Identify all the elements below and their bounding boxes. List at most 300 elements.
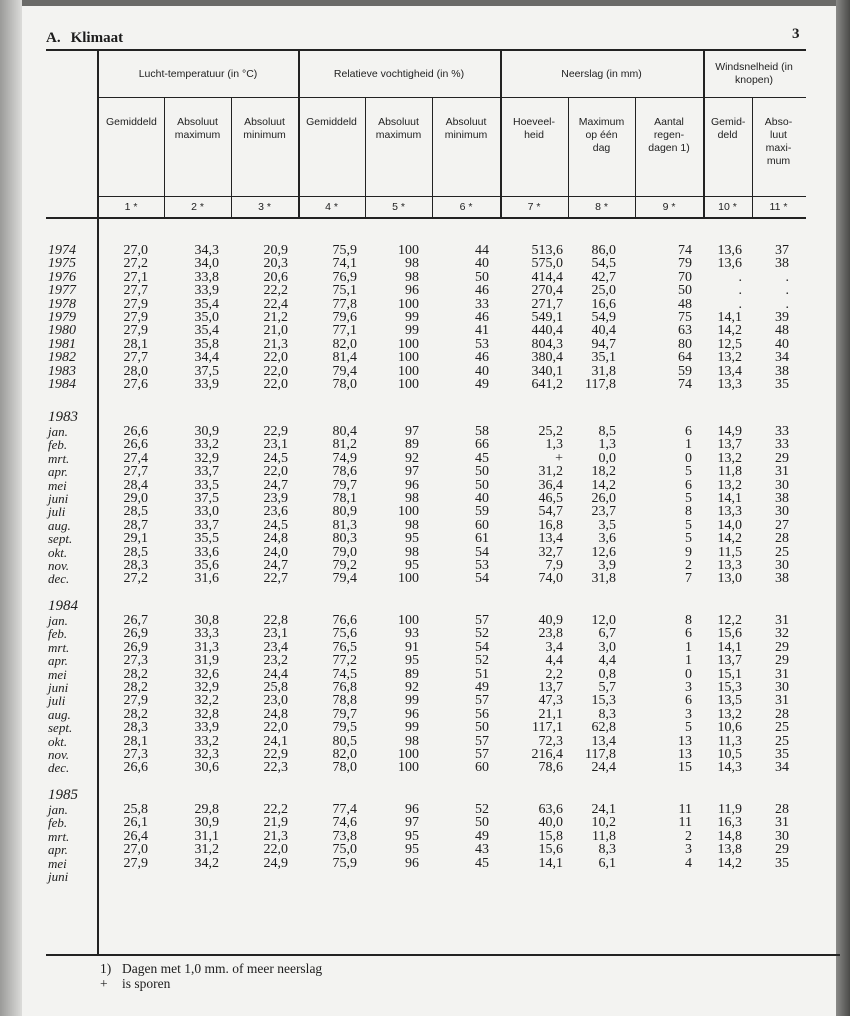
table-section (46, 410, 806, 586)
table-cell: 24,7 (263, 557, 288, 573)
table-cell: 100 (398, 613, 419, 628)
table-cell: 15,3 (717, 679, 742, 695)
table-cell: 6 (685, 424, 692, 439)
table-cell: 549,1 (531, 309, 563, 325)
table-cell: 16,8 (538, 517, 563, 533)
column-number: 3 * (258, 201, 271, 213)
table-cell: 33,8 (194, 269, 219, 285)
table-cell: 62,8 (591, 720, 616, 736)
table-row (46, 284, 806, 297)
table-cell: 27,2 (123, 256, 148, 272)
table-cell: 97 (405, 464, 419, 480)
row-label: juli (48, 693, 66, 709)
table-cell: 11,5 (718, 544, 742, 560)
table-cell: 12,2 (717, 613, 742, 628)
table-row (46, 365, 806, 378)
table-cell: 16,6 (591, 296, 616, 312)
row-label: apr. (48, 842, 68, 858)
table-row (46, 735, 806, 748)
table-cell: 26,9 (123, 626, 148, 642)
table-cell: 54,5 (591, 256, 616, 272)
table-cell: 97 (405, 424, 419, 439)
table-cell: 9 (685, 544, 692, 560)
table-cell: 74,6 (332, 815, 357, 831)
table-cell: 28,3 (123, 720, 148, 736)
table-cell: 271,7 (531, 296, 563, 312)
table-row (46, 654, 806, 667)
table-section (46, 599, 806, 775)
table-cell: 29,1 (123, 531, 148, 547)
table-cell: 73,8 (332, 828, 357, 844)
row-label: apr. (48, 653, 68, 669)
table-cell: 33,7 (194, 464, 219, 480)
table-cell: 3 (685, 842, 692, 858)
column-header: Absoluut maximum (375, 116, 422, 141)
table-cell: 30 (775, 477, 789, 493)
column-number: 6 * (459, 201, 473, 213)
row-label: 1975 (48, 256, 76, 272)
table-cell: 10,6 (717, 720, 742, 736)
table-cell: . (738, 296, 742, 312)
table-cell: 3,5 (598, 517, 616, 533)
table-cell: 100 (398, 296, 419, 312)
table-row (46, 572, 806, 585)
table-cell: 54,9 (591, 309, 616, 325)
table-cell: 96 (405, 802, 419, 817)
table-cell: . (785, 296, 789, 312)
table-cell: 33,3 (194, 626, 219, 642)
table-cell: 98 (405, 269, 419, 285)
table-cell: 75,0 (332, 842, 357, 858)
table-cell: 20,9 (263, 243, 288, 258)
table-cell: 14,1 (717, 490, 742, 506)
table-cell: 24,5 (263, 450, 288, 466)
footnote-mark: 1) (100, 961, 112, 976)
table-cell: 11,8 (592, 828, 616, 844)
table-cell: 76,9 (332, 269, 357, 285)
section-year-label: 1984 (48, 598, 78, 614)
table-cell: 82,0 (332, 336, 357, 352)
table-cell: 10,5 (717, 746, 742, 762)
table-cell: 81,4 (332, 350, 357, 366)
table-cell: 20,3 (263, 256, 288, 272)
table-cell: . (738, 269, 742, 285)
table-cell: 21,9 (263, 815, 288, 831)
table-cell: 15,3 (591, 693, 616, 709)
table-cell: 50 (475, 815, 489, 831)
table-cell: 28,2 (123, 706, 148, 722)
table-cell: 98 (405, 517, 419, 533)
table-cell: 28,1 (123, 336, 148, 352)
table-cell: 27,9 (123, 296, 148, 312)
table-cell: 70 (678, 269, 692, 285)
table-row (46, 244, 806, 257)
table-cell: 28,1 (123, 733, 148, 749)
column-number: 10 * (718, 201, 737, 213)
table-cell: 15,6 (717, 626, 742, 642)
row-label: feb. (48, 626, 68, 642)
column-number: 8 * (595, 201, 608, 213)
column-number: 9 * (662, 201, 676, 213)
table-row (46, 668, 806, 681)
table-cell: 30 (775, 828, 789, 844)
row-label: nov. (48, 557, 70, 573)
table-cell: 12,6 (591, 544, 616, 560)
row-label: 1980 (48, 323, 76, 339)
column-header: Abso-luut maxi-mum (764, 116, 793, 167)
table-row (46, 708, 806, 721)
section-year-label: 1985 (48, 787, 78, 803)
table-cell: 117,8 (585, 376, 616, 392)
table-cell: 76,6 (332, 613, 357, 628)
table-cell: 22,0 (263, 842, 288, 858)
table-cell: 13,2 (717, 350, 742, 366)
table-cell: 14,8 (717, 828, 742, 844)
table-cell: 33 (775, 424, 789, 439)
row-label: mei (48, 666, 67, 682)
table-cell: 22,3 (263, 760, 288, 776)
table-cell: 27,9 (123, 323, 148, 339)
table-cell: 34,4 (194, 350, 219, 366)
row-label: okt. (48, 544, 68, 560)
table-row (46, 641, 806, 654)
row-label: 1984 (48, 376, 76, 392)
column-header: Maximum op één dag (578, 116, 625, 154)
table-cell: 92 (405, 679, 419, 695)
table-cell: 26,4 (123, 828, 148, 844)
table-cell: 6,1 (598, 855, 616, 871)
table-cell: 117,1 (532, 720, 563, 736)
table-cell: 66 (475, 437, 489, 453)
table-cell: 81,2 (332, 437, 357, 453)
table-cell: 3,9 (598, 557, 616, 573)
table-cell: 35,4 (194, 323, 219, 339)
table-cell: 22,7 (263, 571, 288, 587)
table-cell: 35 (775, 376, 789, 392)
table-cell: 1,3 (545, 437, 563, 453)
table-cell: 89 (405, 437, 419, 453)
table-row (46, 748, 806, 761)
table-cell: 1,3 (598, 437, 616, 453)
table-cell: 79,6 (332, 309, 357, 325)
table-cell: 24,8 (263, 706, 288, 722)
row-label: aug. (48, 706, 71, 722)
table-cell: 15 (678, 760, 692, 776)
table-cell: 56 (475, 706, 489, 722)
table-cell: 54,7 (538, 504, 563, 520)
row-label: juni (48, 679, 69, 695)
table-cell: 30,9 (194, 815, 219, 831)
table-cell: 31,8 (591, 363, 616, 379)
table-cell: 33 (475, 296, 489, 312)
column-number: 7 * (527, 201, 541, 213)
table-cell: 6 (685, 626, 692, 642)
table-cell: 22,0 (263, 350, 288, 366)
table-cell: 46 (475, 350, 489, 366)
table-cell: 74 (678, 243, 692, 258)
table-section (46, 788, 806, 883)
table-cell: 13,3 (717, 504, 742, 520)
table-row (46, 546, 806, 559)
scan-edge-right (836, 0, 850, 1016)
table-cell: 27,7 (123, 283, 148, 299)
table-cell: 54 (475, 571, 489, 587)
table-cell: 98 (405, 733, 419, 749)
table-cell: 340,1 (531, 363, 563, 379)
table-cell: 28,7 (123, 517, 148, 533)
table-cell: 91 (405, 639, 419, 655)
table-cell: 50 (475, 269, 489, 285)
table-cell: 82,0 (332, 746, 357, 762)
table-cell: 34 (775, 760, 789, 776)
table-cell: 97 (405, 815, 419, 831)
table-cell: 48 (678, 296, 692, 312)
table-cell: 31,8 (591, 571, 616, 587)
row-label: 1979 (48, 309, 76, 325)
table-cell: 46 (475, 309, 489, 325)
table-cell: 20,6 (263, 269, 288, 285)
table-cell: 57 (475, 733, 489, 749)
table-row (46, 830, 806, 843)
table-cell: 29 (775, 842, 789, 858)
table-cell: 24,5 (263, 517, 288, 533)
footnote-text: is sporen (122, 976, 171, 991)
table-cell: 8,3 (598, 842, 616, 858)
table-cell: 74,5 (332, 666, 357, 682)
table-cell: 15,1 (717, 666, 742, 682)
table-cell: 32,9 (194, 450, 219, 466)
table-cell: 32,7 (538, 544, 563, 560)
table-cell: 6,7 (598, 626, 616, 642)
row-label: jan. (48, 424, 68, 439)
table-cell: 33,2 (194, 437, 219, 453)
table-cell: 23,8 (538, 626, 563, 642)
table-cell: 28,4 (123, 477, 148, 493)
table-cell: 26,9 (123, 639, 148, 655)
row-label: 1982 (48, 350, 76, 366)
row-label: 1978 (48, 296, 76, 312)
table-cell: 32,8 (194, 706, 219, 722)
column-header: Hoeveel-heid (512, 116, 556, 141)
table-cell: 31,2 (194, 842, 219, 858)
table-cell: 33,5 (194, 477, 219, 493)
row-label: okt. (48, 733, 68, 749)
row-label: 1974 (48, 243, 76, 258)
table-cell: 5 (685, 720, 692, 736)
column-group-header: Lucht-temperatuur (in °C) (138, 67, 258, 80)
footnote-text: Dagen met 1,0 mm. of meer neerslag (122, 961, 323, 976)
table-cell: 33,9 (194, 720, 219, 736)
table-cell: 25,8 (263, 679, 288, 695)
table-cell: 35,8 (194, 336, 219, 352)
table-cell: 61 (475, 531, 489, 547)
table-cell: 29 (775, 639, 789, 655)
table-cell: 30 (775, 679, 789, 695)
table-cell: 99 (405, 309, 419, 325)
table-cell: 0 (685, 666, 692, 682)
table-cell: 77,4 (332, 802, 357, 817)
table-cell: 38 (775, 256, 789, 272)
table-cell: 74,9 (332, 450, 357, 466)
table-cell: 8 (685, 504, 692, 520)
table-cell: 27,9 (123, 309, 148, 325)
table-cell: 21,1 (538, 706, 563, 722)
table-cell: 40 (475, 490, 489, 506)
table-cell: 32,6 (194, 666, 219, 682)
table-cell: 5 (685, 464, 692, 480)
table-cell: 96 (405, 706, 419, 722)
table-cell: 86,0 (591, 243, 616, 258)
table-cell: 100 (398, 336, 419, 352)
table-cell: 27,2 (123, 571, 148, 587)
table-cell: 34,0 (194, 256, 219, 272)
table-cell: 95 (405, 557, 419, 573)
row-label: jan. (48, 613, 68, 628)
table-cell: 26,0 (591, 490, 616, 506)
table-cell: 40,9 (538, 613, 563, 628)
table-cell: 13,2 (717, 706, 742, 722)
table-cell: 5,7 (598, 679, 616, 695)
table-cell: 49 (475, 828, 489, 844)
table-cell: 22,8 (263, 613, 288, 628)
row-label: 1976 (48, 269, 76, 285)
table-cell: 1 (685, 437, 692, 453)
page-number: 3 (792, 26, 800, 42)
footnote-mark: + (100, 976, 108, 991)
table-cell: 63,6 (538, 802, 563, 817)
table-cell: 31 (775, 815, 789, 831)
table-cell: 96 (405, 283, 419, 299)
table-cell: 95 (405, 653, 419, 669)
table-cell: 3,4 (545, 639, 563, 655)
table-row (46, 721, 806, 734)
table-cell: 38 (775, 571, 789, 587)
table-row (46, 438, 806, 451)
table-cell: 28,5 (123, 504, 148, 520)
table-cell: 4,4 (598, 653, 616, 669)
table-cell: 13,6 (717, 256, 742, 272)
table-cell: 99 (405, 323, 419, 339)
table-cell: 13,3 (717, 376, 742, 392)
table-cell: 78,0 (332, 376, 357, 392)
table-cell: 25,8 (123, 802, 148, 817)
table-cell: 63 (678, 323, 692, 339)
table-cell: 31,1 (194, 828, 219, 844)
table-cell: 38 (775, 363, 789, 379)
table-cell: 26,7 (123, 613, 148, 628)
table-row (46, 519, 806, 532)
table-row (46, 857, 806, 870)
table-cell: 21,3 (263, 336, 288, 352)
table-cell: 22,9 (263, 746, 288, 762)
table-cell: 25,2 (538, 424, 563, 439)
table-cell: 40 (475, 363, 489, 379)
table-cell: 35,4 (194, 296, 219, 312)
table-cell: 99 (405, 693, 419, 709)
row-label: feb. (48, 815, 68, 831)
table-cell: 7 (685, 571, 692, 587)
table-cell: 7,9 (545, 557, 563, 573)
column-header: Aantal regen-dagen 1) (648, 116, 690, 154)
table-cell: 53 (475, 557, 489, 573)
table-cell: 21,0 (263, 323, 288, 339)
table-row (46, 870, 806, 883)
table-cell: 25,0 (591, 283, 616, 299)
table-cell: 11 (678, 802, 692, 817)
table-cell: 35 (775, 855, 789, 871)
section-year-label: 1983 (48, 409, 78, 425)
row-label: jan. (48, 802, 68, 817)
table-cell: 36,4 (538, 477, 563, 493)
table-cell: 28 (775, 706, 789, 722)
table-cell: 50 (475, 720, 489, 736)
table-cell: 39 (775, 309, 789, 325)
table-cell: 33,6 (194, 544, 219, 560)
table-cell: 27,3 (123, 653, 148, 669)
table-cell: 31,6 (194, 571, 219, 587)
table-cell: 13 (678, 733, 692, 749)
table-cell: 32,9 (194, 679, 219, 695)
table-cell: 79,7 (332, 477, 357, 493)
table-cell: 41 (475, 323, 489, 339)
table-cell: 40,4 (591, 323, 616, 339)
table-row (46, 816, 806, 829)
table-cell: 10,2 (591, 815, 616, 831)
table-cell: 30 (775, 557, 789, 573)
table-cell: 117,8 (585, 746, 616, 762)
table-cell: 23,0 (263, 693, 288, 709)
row-label: 1977 (48, 283, 76, 299)
table-cell: 80,4 (332, 424, 357, 439)
table-cell: 0,8 (598, 666, 616, 682)
table-cell: 14,0 (717, 517, 742, 533)
footnote-2 (100, 976, 170, 992)
table-cell: 27,9 (123, 855, 148, 871)
table-cell: 30,8 (194, 613, 219, 628)
table-cell: 27,7 (123, 464, 148, 480)
table-cell: 13,7 (538, 679, 563, 695)
table-cell: 25 (775, 733, 789, 749)
row-label: mei (48, 477, 67, 493)
table-cell: 6 (685, 693, 692, 709)
table-cell: 59 (678, 363, 692, 379)
table-cell: 54 (475, 639, 489, 655)
table-cell: 100 (398, 746, 419, 762)
table-cell: 40 (775, 336, 789, 352)
table-cell: 79,0 (332, 544, 357, 560)
row-label: dec. (48, 571, 70, 587)
footnote-1 (100, 961, 322, 977)
table-cell: 80,5 (332, 733, 357, 749)
table-cell: 80,3 (332, 531, 357, 547)
table-cell: 46 (475, 283, 489, 299)
table-cell: 50 (475, 464, 489, 480)
table-cell: 54 (475, 544, 489, 560)
table-cell: 75,6 (332, 626, 357, 642)
table-cell: 28,0 (123, 363, 148, 379)
table-cell: 98 (405, 544, 419, 560)
table-cell: 37 (775, 243, 789, 258)
table-cell: 270,4 (531, 283, 563, 299)
table-cell: 78,6 (332, 464, 357, 480)
table-cell: 31 (775, 464, 789, 480)
table-cell: 93 (405, 626, 419, 642)
table-row (46, 338, 806, 351)
column-header: Gemid-deld (711, 116, 746, 141)
table-cell: 34 (775, 350, 789, 366)
table-cell: 30,6 (194, 760, 219, 776)
row-label: aug. (48, 517, 71, 533)
